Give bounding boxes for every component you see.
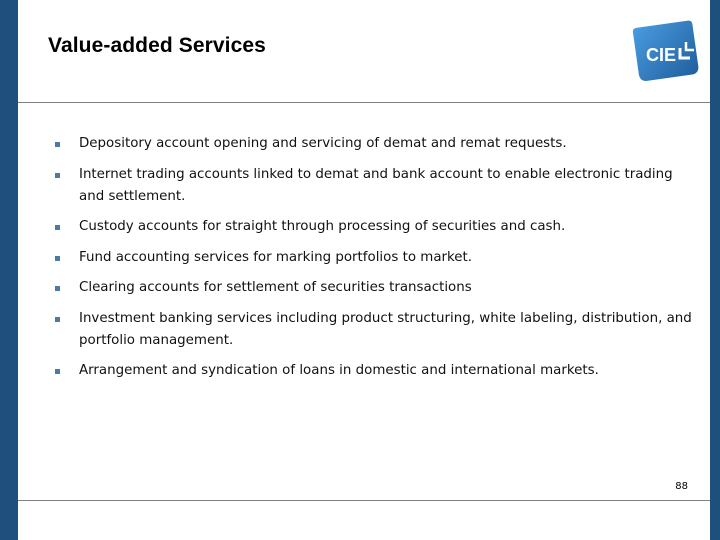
right-side-bar [710, 0, 720, 540]
page-number: 88 [675, 481, 688, 492]
list-item [55, 247, 695, 269]
header-divider [18, 102, 710, 103]
bullet-text: Arrangement and syndication of loans in domestic and international markets. [79, 363, 599, 378]
bullet-text: Internet trading accounts linked to demat and bank account to enable electronic trading and settlement. [79, 166, 673, 204]
company-logo [632, 18, 700, 86]
bullet-text: Clearing accounts for settlement of securities transactions [79, 280, 472, 295]
square-bullet-icon [55, 225, 60, 230]
services-list [55, 133, 695, 391]
logo-text: CIE [646, 45, 677, 65]
list-item [55, 308, 695, 352]
bullet-text: Fund accounting services for marking portfolios to market. [79, 249, 473, 265]
list-item [55, 360, 695, 382]
list-item [55, 277, 695, 299]
bullet-text: Investment banking services including product structuring, white labeling, distribution, and portfolio management. [79, 310, 692, 348]
list-item [55, 216, 695, 238]
list-item [55, 133, 695, 155]
bullet-text: Depository account opening and servicing of demat and remat requests. [79, 136, 567, 151]
square-bullet-icon [55, 256, 60, 261]
left-side-bar [0, 0, 18, 540]
square-bullet-icon [55, 317, 60, 322]
square-bullet-icon [55, 142, 60, 147]
square-bullet-icon [55, 173, 60, 178]
slide-title: Value-added Services [48, 34, 266, 57]
footer-divider [18, 500, 710, 501]
square-bullet-icon [55, 369, 60, 374]
square-bullet-icon [55, 286, 60, 291]
list-item [55, 164, 695, 208]
bullet-text: Custody accounts for straight through processing of securities and cash. [79, 219, 566, 234]
